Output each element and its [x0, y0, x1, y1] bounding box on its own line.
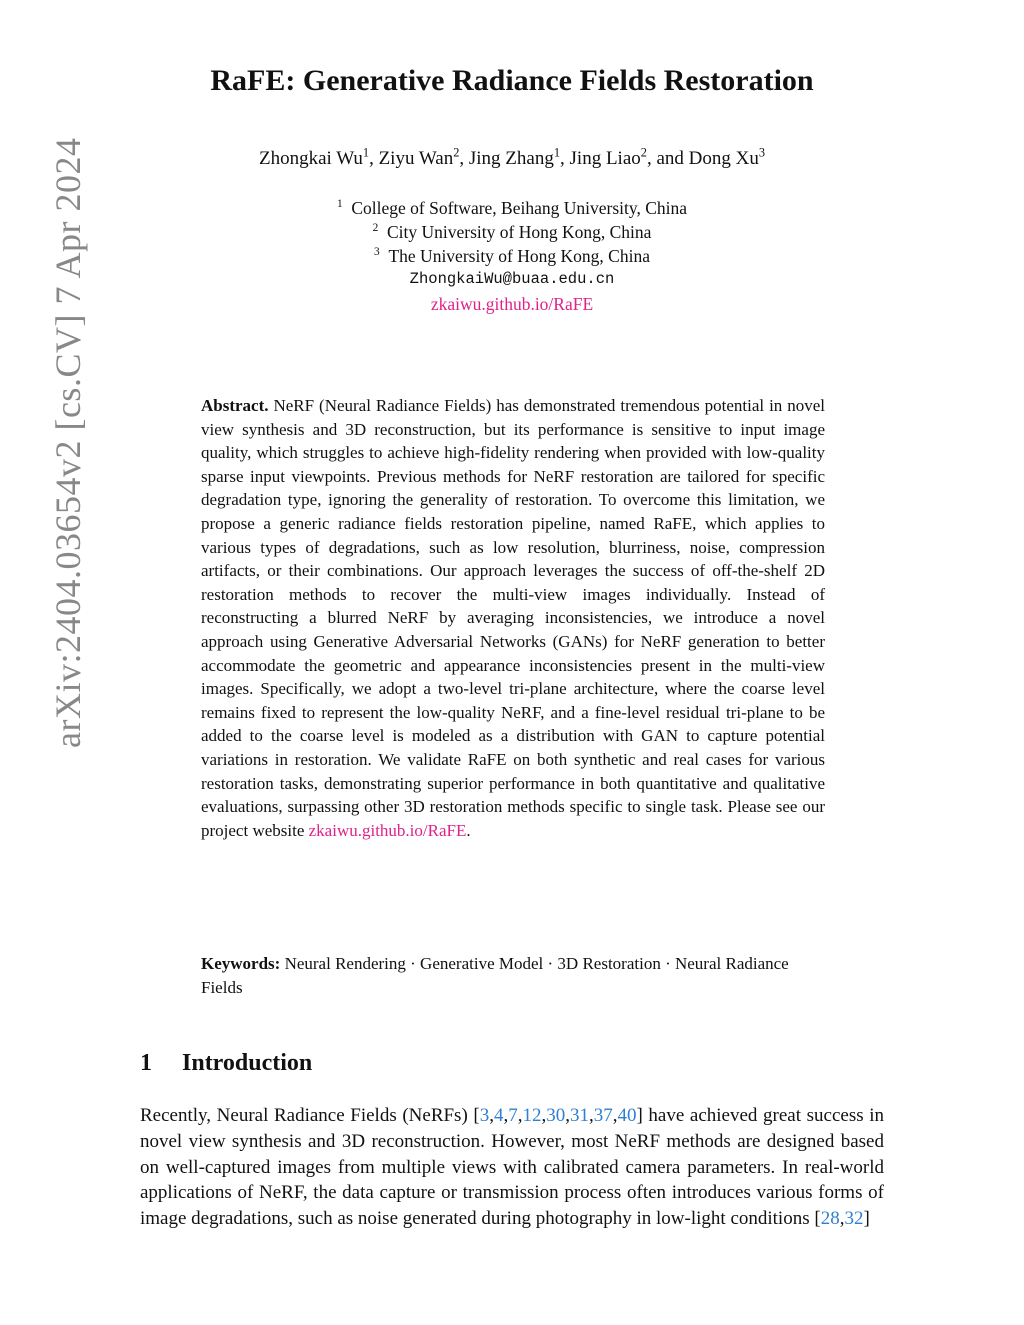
author-name: Zhongkai Wu — [258, 148, 363, 169]
citation-link[interactable]: 3 — [479, 1105, 490, 1126]
abstract: Abstract. NeRF (Neural Radiance Fields) has demonstrated tremendous potential in novel view synthesis and 3D reconstruction, but its performance is sensitive to input image quality, which struggles to achieve high-fidelity rendering when provided with low-quality sparse input viewpoints. Previous methods for NeRF restoration are tailored for specific degradation type, ignoring the generality of restoration. To overcome this limitation, we propose a generic radiance fields restoration pipeline, named RaFE, which applies to various types of degradations, such as low resolution, blurriness, noise, compression artifacts, or their combinations. Our approach leverages the success of off-the-shelf 2D restoration methods to recover the multi-view images individually. Instead of reconstructing a blurred NeRF by averaging inconsistencies, we introduce a novel approach using Generative Adversarial Networks (GANs) for NeRF generation to better accommodate the geometric and appearance inconsistencies present in the multi-view images. Specifically, we adopt a two-level tri-plane architecture, where the coarse level remains fixed to represent the low-quality NeRF, and a fine-level residual tri-plane to be added to the coarse level is modeled as a distribution with GAN to capture potential variations in restoration. We validate RaFE on both synthetic and real cases for various restoration tasks, demonstrating superior performance in both quantitative and qualitative evaluations, surpassing other 3D restoration methods specific to single task. Please see our project website zkaiwu.github.io/RaFE. — [201, 396, 826, 840]
project-url-link[interactable]: zkaiwu.github.io/RaFE — [430, 294, 594, 314]
citation-link[interactable]: 31 — [569, 1105, 589, 1126]
citation-link[interactable]: 28 — [820, 1208, 840, 1230]
author-email[interactable]: ZhongkaiWu@buaa.edu.cn — [409, 270, 615, 288]
affiliation-3: $^3$ The University of Hong Kong, China — [374, 246, 650, 266]
keywords-label: Keywords: — [201, 954, 281, 973]
citation-link[interactable]: 12 — [522, 1105, 542, 1126]
introduction-paragraph: Recently, Neural Radiance Fields (NeRFs) [3,4,7,12,30,31,37,40] have achieved great success in novel view synthesis and 3D reconstruction. However, most NeRF methods are designed based on well-captured images from multiple views with calibrated camera parameters. In real-world applications of NeRF, the data capture or transmission process often introduces various forms of image degradations, such as noise generated during photography in low-light conditions [28,32] — [140, 1105, 884, 1230]
author-name: Dong Xu — [688, 148, 759, 169]
citation-group-2: 28,32 — [820, 1208, 864, 1230]
citation-group-1: 3,4,7,12,30,31,37,40 — [479, 1105, 637, 1126]
citation-link[interactable]: 32 — [844, 1208, 864, 1230]
citation-link[interactable]: 40 — [617, 1105, 637, 1126]
affiliation-2: $^2$ City University of Hong Kong, China — [372, 222, 652, 242]
author-name: Ziyu Wan — [378, 148, 454, 169]
affiliation-1: $^1$ College of Software, Beihang University, China — [336, 198, 688, 218]
author-list: Zhongkai Wu$^1$, Ziyu Wan$^2$, Jing Zhang$^1$, Jing Liao$^2$, and Dong Xu$^3$ — [258, 145, 765, 169]
section-title: Introduction — [182, 1050, 313, 1076]
citation-link[interactable]: 7 — [508, 1105, 518, 1126]
section-number: 1 — [140, 1050, 152, 1076]
keywords — [201, 952, 825, 999]
abstract-text: NeRF (Neural Radiance Fields) has demonstrated tremendous potential in novel view synthesis and 3D reconstruction, but its performance is sensitive to input image quality, which struggles to achieve high-fidelity rendering when provided with low-quality sparse input viewpoints. Previous methods for NeRF restoration are tailored for specific degradation type, ignoring the generality of restoration. To overcome this limitation, we propose a generic radiance fields restoration pipeline, named RaFE, which applies to various types of degradations, such as low resolution, blurriness, noise, compression artifacts, or their combinations. Our approach leverages the success of off-the-shelf 2D restoration methods to recover the multi-view images individually. Instead of reconstructing a blurred NeRF by averaging inconsistencies, we introduce a novel approach using Generative Adversarial Networks (GANs) for NeRF generation to better accommodate the geometric and appearance inconsistencies present in the multi-view images. Specifically, we adopt a two-level tri-plane architecture, where the coarse level remains fixed to represent the low-quality NeRF, and a fine-level residual tri-plane to be added to the coarse level is modeled as a distribution with GAN to capture potential variations in restoration. We validate RaFE on both synthetic and real cases for various restoration tasks, demonstrating superior performance in both quantitative and qualitative evaluations, surpassing other 3D restoration methods specific to single task. Please see our project website — [201, 396, 826, 840]
keywords-text: Neural Rendering · Generative Model · 3D Restoration · Neural Radiance Fields — [201, 954, 789, 997]
abstract-project-link[interactable]: zkaiwu.github.io/RaFE — [308, 820, 467, 840]
section-heading-introduction — [140, 1050, 312, 1077]
author-name: Jing Liao — [569, 148, 641, 169]
paper-title: RaFE: Generative Radiance Fields Restoration — [210, 64, 814, 97]
author-name: Jing Zhang — [468, 148, 554, 169]
citation-link[interactable]: 30 — [546, 1105, 566, 1126]
citation-link[interactable]: 37 — [593, 1105, 613, 1126]
arxiv-sidebar-stamp: arXiv:2404.03654v2 [cs.CV] 7 Apr 2024 — [48, 137, 88, 748]
citation-link[interactable]: 4 — [493, 1105, 504, 1126]
abstract-label: Abstract. — [201, 396, 269, 415]
